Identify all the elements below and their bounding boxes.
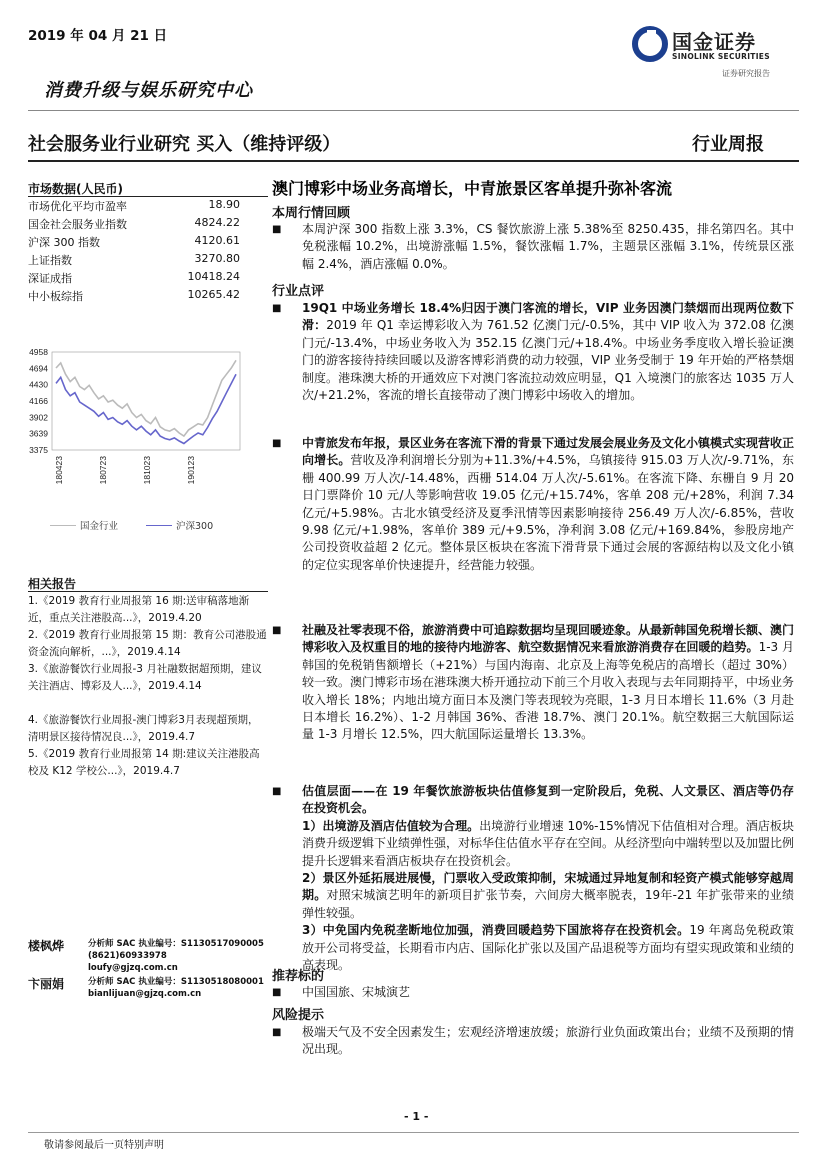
bullet-icon: ■ xyxy=(272,303,282,314)
related-report-2[interactable]: 2.《2019 教育行业周报第 15 期：教育公司港股通资金流向解析，...》，2019.4.14 xyxy=(28,629,267,658)
author-1-sac: 分析师 SAC 执业编号：S1130517090005 xyxy=(88,939,264,949)
comment-consumption-text xyxy=(272,622,794,744)
comment-cyts-body: 营收及净利润增长分别为+11.3%/+4.5%，乌镇接待 915.03 万人次/-9.71%，东栅 400.99 万人次/-14.48%，西栅 514.04 万人次/-5.61%。在客流下降、东栅自 9 月 20 日门票降价 10 元/人等影响营收 19.05 亿元/+15.74%，客单 208 元/+28%，利润 7.34 亿元/+5.98%。古北水镇受经济及夏季汛情等因素影响接待 256.49 万人次/-6.85%，营收 9.98 亿元/+1.98%，客单价 389 元/+9.5%，净利润 3.08 亿元/+169.84%，参股房地产公司投资收益超 2 亿元。整体景区板块在客流下滑背景下通过会展的客源结构以及文化小镇的定位实现客单价快速提升，经营能力较强。 xyxy=(302,453,794,572)
market-row xyxy=(28,288,240,306)
comment-cyts-text xyxy=(272,435,794,574)
valuation-point-1-lead: 1）出境游及酒店估值较为合理。 xyxy=(302,818,480,833)
valuation-point-3-lead: 3）中免国内免税垄断地位加强，消费回暖趋势下国旅将存在投资机会。 xyxy=(302,923,690,938)
bullet-icon: ■ xyxy=(272,987,282,998)
comment-macau xyxy=(272,300,794,404)
y-tick-label: 3902 xyxy=(29,412,48,423)
related-report-5[interactable]: 5.《2019 教育行业周报第 14 期:建议关注港股高校及 K12 学校公...》，2019.4.7 xyxy=(28,748,260,777)
x-tick-label: 190123 xyxy=(186,456,196,485)
valuation-point-2-lead: 2）景区外延拓展进展慢，门票收入受政策抑制，宋城通过异地复制和轻资产模式能够穿越周期。 xyxy=(302,871,794,903)
market-label: 中小板综指 xyxy=(28,290,83,303)
recommended-paragraph xyxy=(272,984,794,1001)
legend-label-industry: 国金行业 xyxy=(80,521,119,532)
related-reports-title: 相关报告 xyxy=(28,577,77,591)
market-data-rule xyxy=(28,196,268,197)
market-value: 4120.61 xyxy=(194,234,240,247)
section-recommended: 推荐标的 xyxy=(272,969,325,984)
legend-swatch-industry xyxy=(50,525,76,526)
header-divider xyxy=(28,110,799,111)
y-tick-label: 4958 xyxy=(29,347,48,357)
main-title: 澳门博彩中场业务高增长，中青旅景区客单提升弥补客流 xyxy=(272,179,673,198)
valuation-point-1-body: 出境游行业增速 10%-15%情况下估值相对合理。酒店板块消费升级逻辑下业绩弹性强，对标华住估值水平存在空间。从经济型向中端转型以及加盟比例提升长逻辑来看酒店板块存在投资机会。 xyxy=(302,818,795,868)
market-value: 4824.22 xyxy=(194,216,240,229)
comment-macau-lead: 19Q1 中场业务增长 18.4%归因于澳门客流的增长，VIP 业务因澳门禁烟而出现两位数下滑： xyxy=(302,301,794,333)
section-risk: 风险提示 xyxy=(272,1008,325,1023)
section-weekly-review: 本周行情回顾 xyxy=(272,206,351,221)
market-value: 10265.42 xyxy=(187,288,240,301)
market-label: 国金社会服务业指数 xyxy=(28,218,127,231)
footer-note: 敬请参阅最后一页特别声明 xyxy=(44,1140,164,1151)
y-tick-label: 4430 xyxy=(29,379,48,390)
report-date: 2019 年 04 月 21 日 xyxy=(28,28,168,44)
valuation-lead: 估值层面——在 19 年餐饮旅游板块估值修复到一定阶段后，免税、人文景区、酒店等仍存在投资机会。 xyxy=(302,784,794,816)
report-headline: 社会服务业行业研究 买入（维持评级） xyxy=(28,134,341,155)
bullet-icon: ■ xyxy=(272,438,282,449)
market-row xyxy=(28,234,240,252)
author-2-sac: 分析师 SAC 执业编号：S1130518080001 xyxy=(88,977,264,987)
related-reports-rule xyxy=(28,591,268,592)
market-value: 3270.80 xyxy=(194,252,240,265)
logo-subtitle: 证券研究报告 xyxy=(722,69,770,78)
author-2-email[interactable]: bianlijuan@gjzq.com.cn xyxy=(88,989,202,999)
author-info-2 xyxy=(88,976,264,1000)
market-data-title: 市场数据(人民币) xyxy=(28,182,123,196)
y-tick-label: 3375 xyxy=(29,445,48,455)
series-line-1 xyxy=(56,374,236,443)
comment-macau-text xyxy=(272,300,794,404)
y-tick-label: 4694 xyxy=(29,363,48,374)
bullet-icon: ■ xyxy=(272,625,282,636)
market-label: 深证成指 xyxy=(28,272,72,285)
weekly-review-paragraph xyxy=(272,221,794,273)
legend-label-hs300: 沪深300 xyxy=(176,521,214,532)
plot-frame xyxy=(52,352,240,450)
bullet-icon: ■ xyxy=(272,1027,282,1038)
report-type: 行业周报 xyxy=(692,134,764,155)
weekly-review-text: 本周沪深 300 指数上涨 3.3%，CS 餐饮旅游上涨 5.38%至 8250.435，排名第四名。其中免税涨幅 10.2%，出境游涨幅 1.5%，餐饮涨幅 1.7%，主题景区涨幅 3.1%，传统景区涨幅 2.4%，酒店涨幅 0.0%。 xyxy=(302,222,794,271)
market-row xyxy=(28,216,240,234)
market-row xyxy=(28,270,240,288)
x-tick-label: 180723 xyxy=(98,456,108,485)
comment-consumption xyxy=(272,622,794,744)
related-report-3[interactable]: 3.《旅游餐饮行业周报-3 月社融数据超预期，建议关注酒店、博彩及人...》，2019.4.14 xyxy=(28,663,262,692)
logo-en: SINOLINK SECURITIES xyxy=(672,52,770,61)
risk-text: 极端天气及不安全因素发生；宏观经济增速放缓；旅游行业负面政策出台；业绩不及预期的情况出现。 xyxy=(302,1025,795,1057)
y-tick-label: 4166 xyxy=(29,396,48,406)
market-label: 上证指数 xyxy=(28,254,72,267)
footer-divider xyxy=(28,1132,799,1133)
comment-cyts xyxy=(272,435,794,574)
author-name-1: 楼枫烨 xyxy=(28,939,65,953)
logo-cn: 国金证券 xyxy=(672,30,756,54)
comment-macau-body: 2019 年 Q1 幸运博彩收入为 761.52 亿澳门元/-0.5%，其中 VIP 收入为 372.08 亿澳门元/-13.4%，中场业务收入为 352.15 亿澳门元/+18.4%。中场业务季度收入增长验证澳门的游客接待持续回暖以及游客博彩消费的动力较强，VIP 业务受制于 19 年开始的严格禁烟制度。港珠澳大桥的开通效应下对澳门客流拉动效应明显，Q1 入境澳门的旅客达 1035 万人次/+21.2%，客流的增长直接带动了澳门博彩中场收入的增加。 xyxy=(302,318,794,403)
x-tick-label: 180423 xyxy=(54,456,64,485)
x-tick-label: 181023 xyxy=(142,456,152,485)
market-value: 10418.24 xyxy=(187,270,240,283)
author-info-1 xyxy=(88,938,264,974)
research-center: 消费升级与娱乐研究中心 xyxy=(44,80,253,101)
market-label: 沪深 300 指数 xyxy=(28,236,100,249)
market-row xyxy=(28,198,240,216)
market-row xyxy=(28,252,240,270)
index-chart xyxy=(20,340,255,540)
valuation-point-2-body: 对照宋城演艺明年的新项目扩张节奏，六间房大概率脱表，19年-21 年扩张带来的业绩弹性较强。 xyxy=(302,888,794,920)
market-label: 市场优化平均市盈率 xyxy=(28,200,127,213)
comment-consumption-body: 1-3 月韩国的免税销售额增长（+21%）与国内海南、北京及上海等免税店的高增长（超过 30%）较一致。澳门博彩市场在港珠澳大桥开通拉动下前三个月收入表现与去年同期持平，中场业务收入增长 18%；内地出境方面日本及澳门等表现较为亮眼，1-3 月日本增长 11.6%（3 月赴日本增长 16.2%）、1-2 月韩国 36%、香港 18.7%、澳门 20.1%。航空数据三大航国际运量 1-3 月增长 12.5%，四大航国际运量增长 13.3%。 xyxy=(302,640,795,742)
page-number: - 1 - xyxy=(404,1110,429,1123)
author-name-2: 卞丽娟 xyxy=(28,977,65,991)
chart-legend xyxy=(50,518,213,532)
market-value: 18.90 xyxy=(208,198,240,211)
comment-consumption-lead: 社融及社零表现不俗，旅游消费中可追踪数据均呈现回暖迹象。从最新韩国免税增长额、澳门博彩收入及权重目的地的接待内地游客、航空数据情况来看旅游消费存在回暖的趋势。 xyxy=(302,623,795,655)
author-1-email[interactable]: loufy@gjzq.com.cn xyxy=(88,963,178,973)
recommended-text: 中国国旅、宋城演艺 xyxy=(302,985,411,999)
bullet-icon: ■ xyxy=(272,786,282,797)
author-1-phone: (8621)60933978 xyxy=(88,951,167,961)
bullet-icon: ■ xyxy=(272,224,282,235)
risk-paragraph xyxy=(272,1024,794,1059)
related-report-1[interactable]: 1.《2019 教育行业周报第 16 期:送审稿落地渐近，重点关注港股高...》，2019.4.20 xyxy=(28,595,250,624)
comment-cyts-lead: 中青旅发布年报，景区业务在客流下滑的背景下通过发展会展业务及文化小镇模式实现营收正向增长。 xyxy=(302,436,795,468)
valuation-point-3-body: 19 年离岛免税政策放开公司将受益，长期看市内店、国际化扩张以及国产品退税等方面均有望实现政策和业绩的高表现。 xyxy=(302,923,795,973)
legend-swatch-hs300 xyxy=(146,525,172,526)
y-tick-label: 3639 xyxy=(29,428,48,439)
comment-valuation xyxy=(272,783,794,974)
headline-divider xyxy=(28,160,799,162)
section-industry-comments: 行业点评 xyxy=(272,284,325,299)
comment-valuation-text xyxy=(272,783,794,974)
related-report-4[interactable]: 4.《旅游餐饮行业周报-澳门博彩3月表现超预期，清明景区接待情况良...》，2019.4.7 xyxy=(28,714,259,743)
